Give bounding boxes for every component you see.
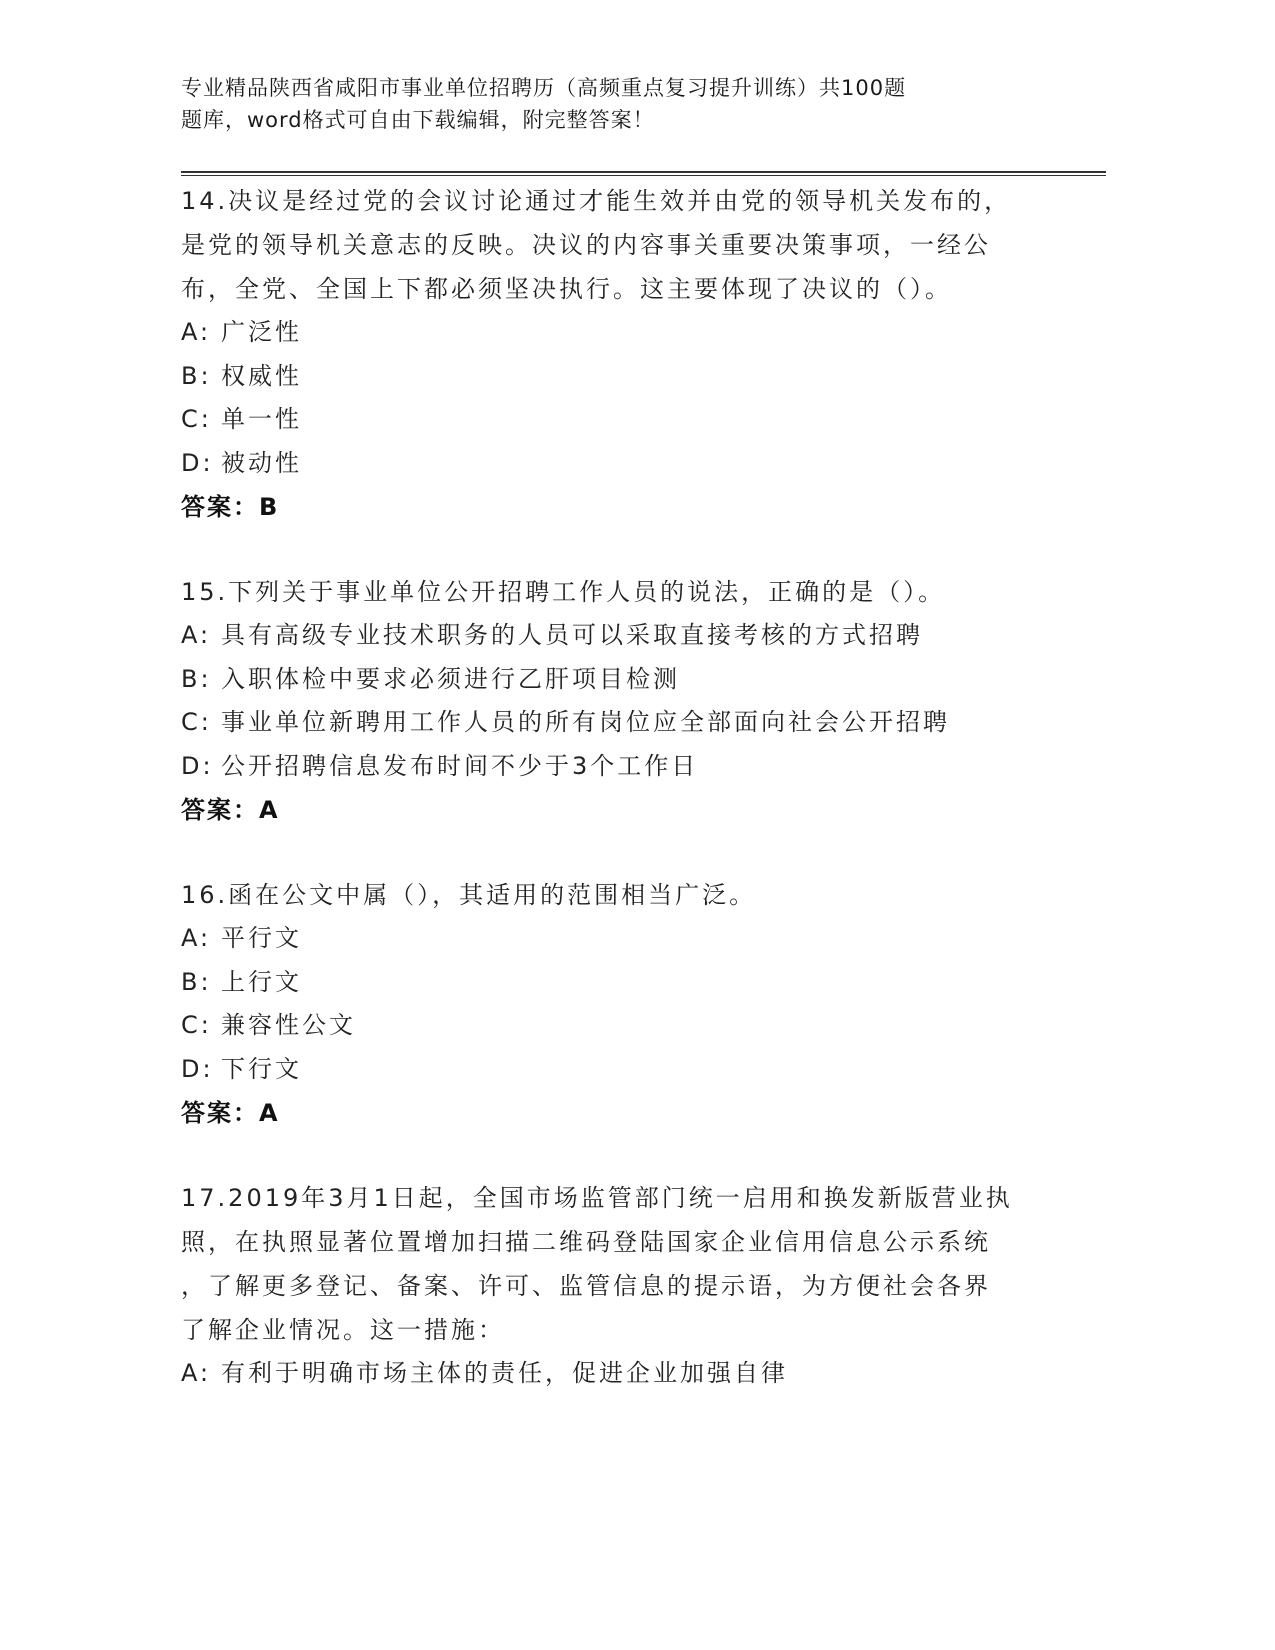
question-list: [181, 179, 1061, 1437]
option-key: A:: [181, 1359, 212, 1387]
option-key: A:: [181, 924, 212, 952]
option-key: C:: [181, 1011, 212, 1039]
option-a: [181, 917, 1061, 961]
option-text: 入职体检中要求必须进行乙肝项目检测: [221, 664, 680, 693]
stem-line: 16.函在公文中属（），其适用的范围相当广泛。: [181, 881, 757, 909]
stem-line: 照，在执照显著位置增加扫描二维码登陆国家企业信用信息公示系统: [181, 1228, 991, 1256]
option-text: 公开招聘信息发布时间不少于3个工作日: [221, 751, 699, 780]
option-c: [181, 1004, 1061, 1048]
header-divider: [181, 171, 1106, 176]
question-14: [181, 179, 1061, 529]
option-text: 权威性: [221, 361, 302, 390]
option-b: [181, 355, 1061, 399]
option-text: 有利于明确市场主体的责任，促进企业加强自律: [221, 1359, 788, 1387]
question-stem: [181, 179, 1061, 311]
stem-line: 15.下列关于事业单位公开招聘工作人员的说法，正确的是（）。: [181, 578, 946, 606]
option-a: [181, 1352, 1061, 1396]
option-key: D:: [181, 1054, 214, 1083]
option-key: B:: [181, 361, 212, 390]
header-line-2: 题库，word格式可自由下载编辑，附完整答案！: [181, 108, 655, 132]
option-a: [181, 311, 1061, 355]
option-text: 兼容性公文: [221, 1011, 356, 1039]
option-c: [181, 701, 1061, 745]
stem-line: 17.2019年3月1日起，全国市场监管部门统一启用和换发新版营业执: [181, 1184, 1013, 1212]
stem-line: 了解企业情况。这一措施：: [181, 1316, 505, 1344]
answer-line: 答案：A: [181, 796, 280, 824]
option-text: 广泛性: [221, 318, 302, 346]
question-stem: [181, 1176, 1061, 1352]
option-c: [181, 398, 1061, 442]
question-16: [181, 873, 1061, 1135]
stem-line: 是党的领导机关意志的反映。决议的内容事关重要决策事项，一经公: [181, 231, 991, 259]
question-17: [181, 1176, 1061, 1396]
answer-line: 答案：B: [181, 493, 280, 521]
option-text: 具有高级专业技术职务的人员可以采取直接考核的方式招聘: [221, 621, 923, 649]
option-key: B:: [181, 967, 212, 996]
stem-line: 布，全党、全国上下都必须坚决执行。这主要体现了决议的（）。: [181, 275, 952, 303]
stem-line: 14.决议是经过党的会议讨论通过才能生效并由党的领导机关发布的，: [181, 187, 1012, 215]
question-stem: [181, 873, 1061, 917]
option-text: 被动性: [221, 448, 302, 477]
option-key: A:: [181, 318, 212, 346]
option-text: 上行文: [221, 967, 302, 996]
option-text: 事业单位新聘用工作人员的所有岗位应全部面向社会公开招聘: [221, 708, 950, 736]
option-d: [181, 442, 1061, 486]
stem-line: ，了解更多登记、备案、许可、监管信息的提示语，为方便社会各界: [181, 1272, 991, 1300]
option-key: C:: [181, 405, 212, 433]
option-key: B:: [181, 664, 212, 693]
option-key: D:: [181, 751, 214, 780]
option-text: 下行文: [221, 1054, 302, 1083]
header-line-1: 专业精品陕西省咸阳市事业单位招聘历（高频重点复习提升训练）共100题: [181, 76, 907, 100]
option-text: 单一性: [221, 405, 302, 433]
option-b: [181, 658, 1061, 702]
answer-line: 答案：A: [181, 1099, 280, 1127]
question-15: [181, 570, 1061, 832]
option-text: 平行文: [221, 924, 302, 952]
option-key: C:: [181, 708, 212, 736]
option-d: [181, 745, 1061, 789]
option-key: D:: [181, 448, 214, 477]
question-stem: [181, 570, 1061, 614]
page-header: [181, 72, 1011, 136]
option-a: [181, 614, 1061, 658]
option-d: [181, 1048, 1061, 1092]
option-key: A:: [181, 621, 212, 649]
option-b: [181, 961, 1061, 1005]
